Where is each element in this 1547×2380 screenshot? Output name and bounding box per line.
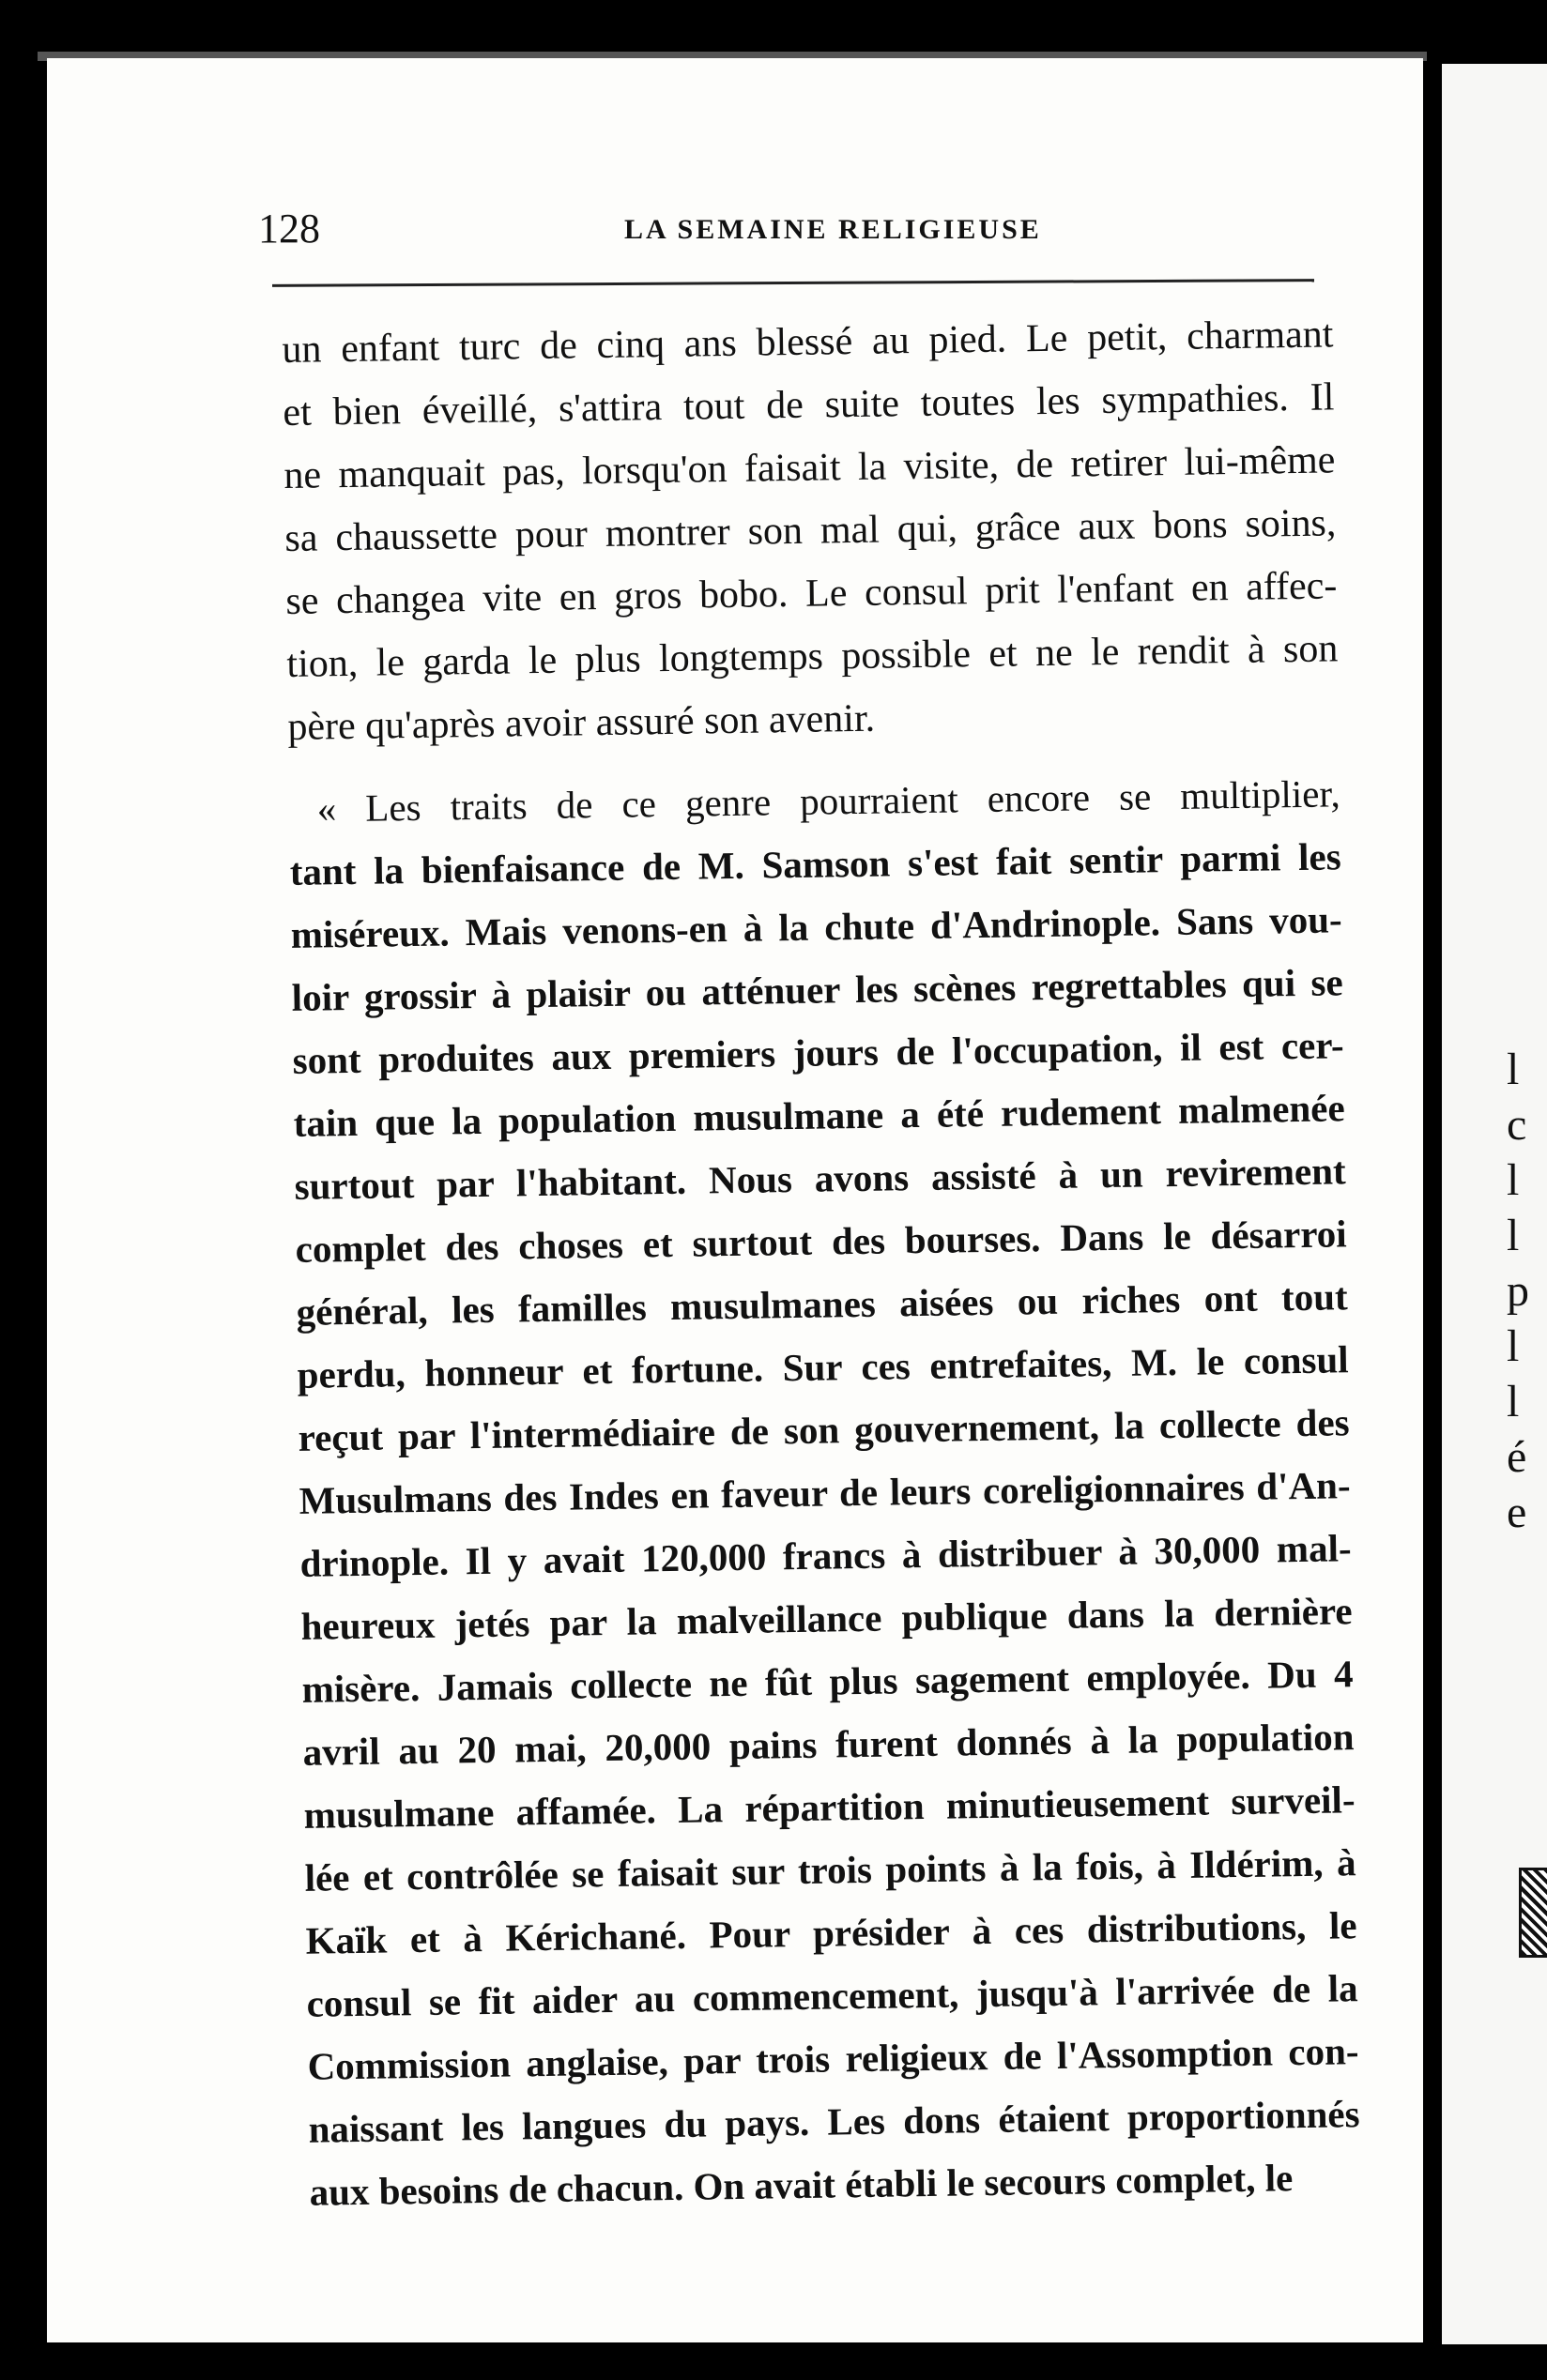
text-line: perdu, honneur et fortune. Sur ces entrefaites, M. le consul: [297, 1337, 1349, 1396]
text-line: général, les familles musulmanes aisées ou riches ont tout: [296, 1274, 1348, 1334]
text-line: tain que la population musulmane a été rudement malmenée: [293, 1086, 1345, 1145]
page-header: [258, 205, 1319, 261]
text-line: naissant les langues du pays. Les dons étaient proportionnés: [308, 2092, 1360, 2151]
fragment-letter: l: [1507, 1211, 1520, 1260]
text-line: et bien éveillé, s'attira tout de suite toutes les sympathies. Il: [283, 375, 1335, 435]
text-line: complet des choses et surtout des bourses. Dans le désarroi: [295, 1212, 1347, 1271]
running-title: LA SEMAINE RELIGIEUSE: [624, 214, 1042, 245]
text-line: ne manquait pas, lorsqu'on faisait la visite, de retirer lui-même: [283, 438, 1336, 497]
fragment-letter: l: [1507, 1321, 1520, 1371]
text-line: surtout par l'habitant. Nous avons assisté à un revirement: [294, 1149, 1346, 1208]
text-line: heureux jetés par la malveillance publique dans la dernière: [300, 1589, 1353, 1648]
text-line: miséreux. Mais venons-en à la chute d'Andrinople. Sans vou-: [290, 897, 1342, 956]
body-text: [282, 303, 1361, 2223]
text-line: « Les traits de ce genre pourraient encore se multiplier,: [316, 771, 1340, 831]
text-line: avril au 20 mai, 20,000 pains furent donnés à la population: [302, 1715, 1355, 1774]
fragment-letter: l: [1507, 1155, 1520, 1205]
paragraph: [288, 762, 1361, 2223]
text-line: Kaïk et à Kérichané. Pour présider à ces distributions, le: [305, 1903, 1357, 1962]
text-line: tion, le garda le plus longtemps possible et ne le rendit à son: [286, 627, 1339, 686]
paragraph: [282, 303, 1340, 759]
text-line: misère. Jamais collecte ne fût plus sagement employée. Du 4: [301, 1652, 1354, 1711]
text-line: père qu'après avoir assuré son avenir.: [287, 696, 876, 749]
text-line: tant la bienfaisance de M. Samson s'est fait sentir parmi les: [289, 834, 1341, 893]
text-line: Musulmans des Indes en faveur de leurs coreligionnaires d'An-: [299, 1463, 1351, 1522]
fragment-letter: e: [1507, 1488, 1527, 1537]
facing-page-text-fragment: [1507, 1042, 1544, 1540]
text-line: drinople. Il y avait 120,000 francs à distribuer à 30,000 mal-: [299, 1526, 1352, 1585]
text-line: reçut par l'intermédiaire de son gouvernement, la collecte des: [298, 1400, 1350, 1459]
text-line: loir grossir à plaisir ou atténuer les scènes regrettables qui se: [291, 960, 1343, 1019]
text-line: sa chaussette pour montrer son mal qui, grâce aux bons soins,: [284, 501, 1337, 560]
text-line: Commission anglaise, par trois religieux de l'Assomption con-: [307, 2029, 1359, 2088]
text-line: sont produites aux premiers jours de l'occupation, il est cer-: [292, 1023, 1344, 1082]
fragment-letter: p: [1507, 1266, 1529, 1316]
fragment-letter: c: [1507, 1100, 1527, 1150]
fragment-letter: l: [1507, 1377, 1520, 1426]
text-line: consul se fit aider au commencement, jusqu'à l'arrivée de la: [306, 1966, 1358, 2025]
page-number: 128: [258, 206, 320, 252]
text-line: musulmane affamée. La répartition minutieusement surveil-: [303, 1777, 1356, 1837]
fragment-letter: é: [1507, 1432, 1527, 1482]
fragment-letter: l: [1507, 1045, 1520, 1094]
text-line: lée et contrôlée se faisait sur trois points à la fois, à Ildérim, à: [304, 1840, 1356, 1899]
text-line: aux besoins de chacun. On avait établi le secours complet, le: [309, 2156, 1294, 2214]
facing-page-ornament: [1519, 1868, 1547, 1958]
text-line: un enfant turc de cinq ans blessé au pied. Le petit, charmant: [282, 313, 1334, 372]
text-line: se changea vite en gros bobo. Le consul prit l'enfant en affec-: [285, 564, 1338, 623]
